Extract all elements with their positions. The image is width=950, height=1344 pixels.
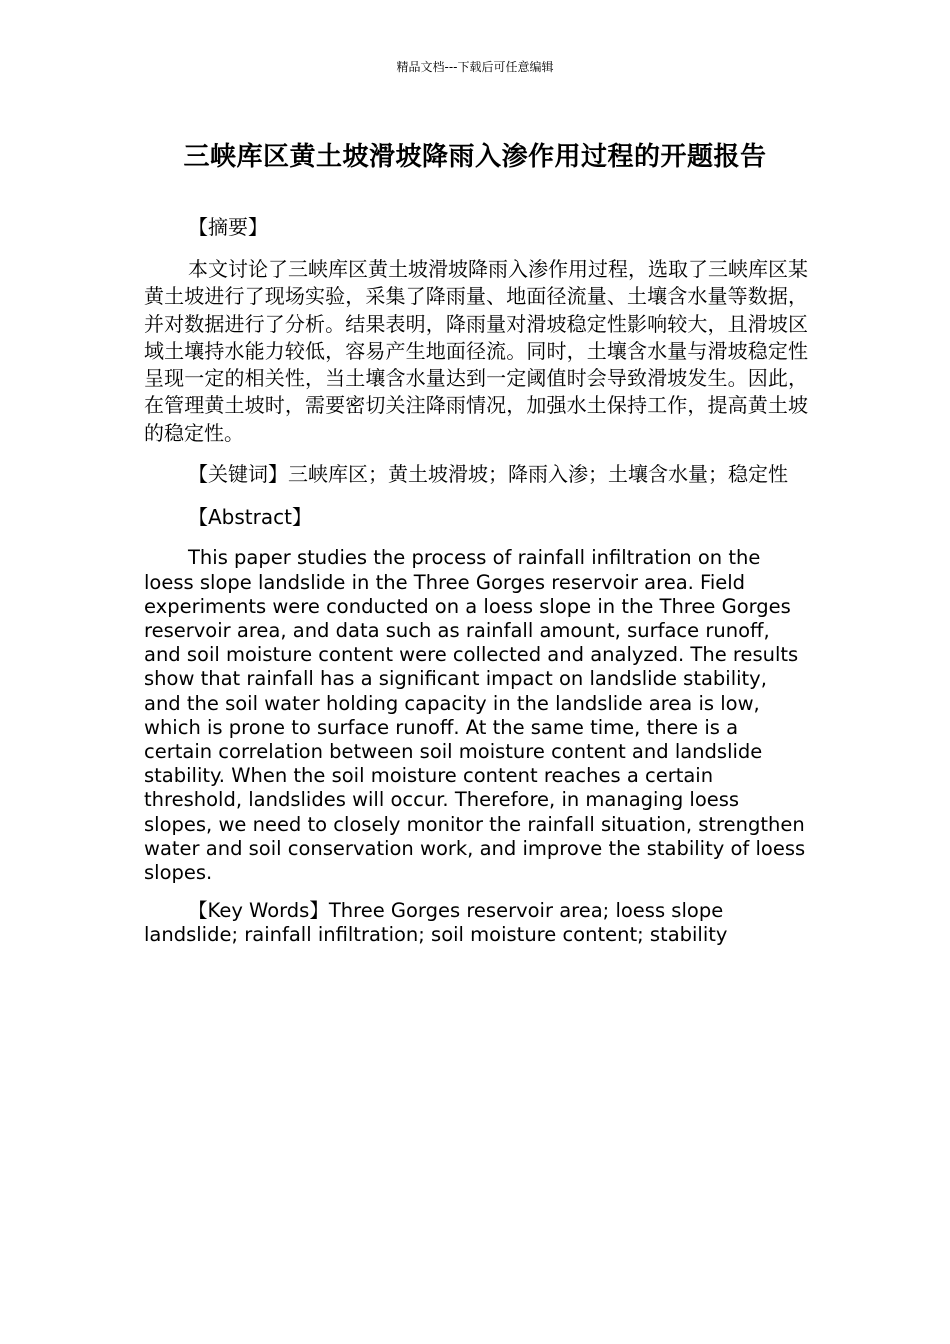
abstract-en-heading: 【Abstract】 <box>188 505 312 530</box>
header-note: 精品文档---下载后可任意编辑 <box>396 60 554 74</box>
document-title: 三峡库区黄土坡滑坡降雨入渗作用过程的开题报告 <box>183 142 767 172</box>
abstract-cn-heading: 【摘要】 <box>188 215 268 239</box>
abstract-cn-text: 本文讨论了三峡库区黄土坡滑坡降雨入渗作用过程，选取了三峡库区某黄土坡进行了现场实验，采集了降雨量、地面径流量、土壤含水量等数据，并对数据进行了分析。结果表明，降雨量对滑坡稳定性影响较大，且滑坡区域土壤持水能力较低，容易产生地面径流。同时，土壤含水量与滑坡稳定性呈现一定的相关性，当土壤含水量达到一定阈值时会导致滑坡发生。因此，在管理黄土坡时，需要密切关注降雨情况，加强水土保持工作，提高黄土坡的稳定性。 <box>144 257 808 445</box>
keywords-cn: 【关键词】三峡库区；黄土坡滑坡；降雨入渗；土壤含水量；稳定性 <box>188 462 788 487</box>
abstract-en-text: This paper studies the process of rainfall infiltration on the loess slope landslide in the Three Gorges reservoir area. Field experiments were conducted on a loess slope in the Three Gorges reservoir area, and data such as rainfall amount, surface runoff, and soil moisture content were collected and analyzed. The results show that rainfall has a significant impact on landslide stability, and the soil water holding capacity in the landslide area is low, which is prone to surface runoff. At the same time, there is a certain correlation between soil moisture content and landslide stability. When the soil moisture content reaches a certain threshold, landslides will occur. Therefore, in managing loess slopes, we need to closely monitor the rainfall situation, strengthen water and soil conservation work, and improve the stability of loess slopes. <box>144 546 806 885</box>
document-body <box>144 212 808 962</box>
keywords-en: 【Key Words】Three Gorges reservoir area; loess slope landslide; rainfall infiltration; soil moisture content; stability <box>144 899 728 947</box>
